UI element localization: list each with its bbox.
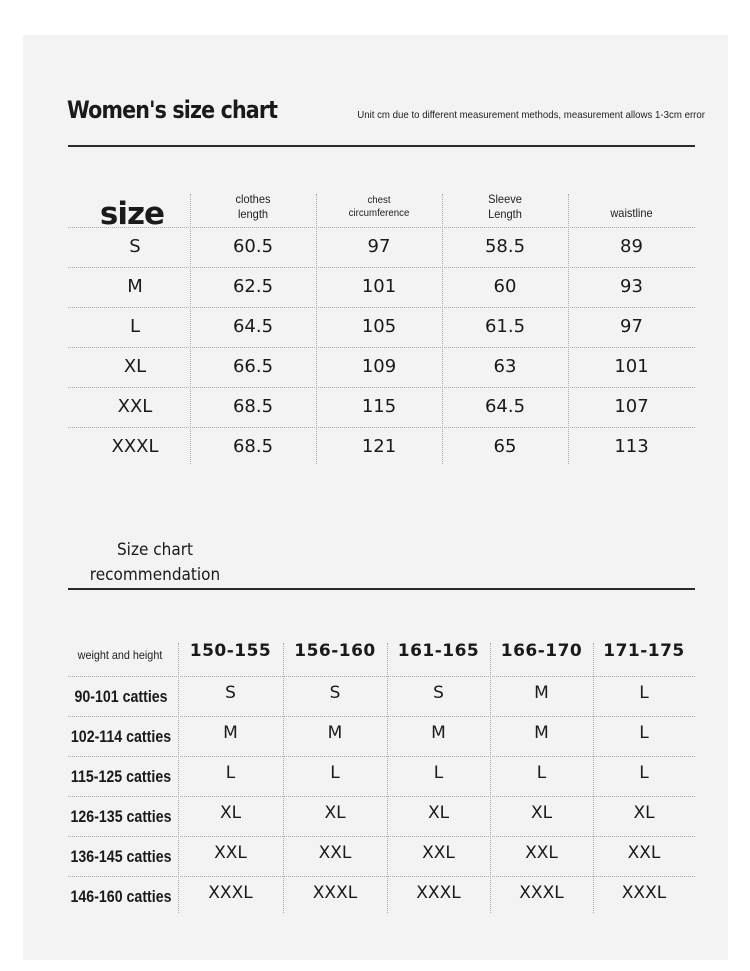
recommended-size: XL	[219, 803, 242, 824]
measurement-value: 58.5	[484, 235, 526, 257]
measurement-value: 109	[361, 355, 397, 377]
recommended-size: XXL	[627, 843, 661, 864]
measurement-value: 101	[361, 275, 397, 297]
measurement-value: 64.5	[232, 315, 274, 337]
height-range-header: 161-165	[397, 641, 480, 662]
recommended-size: S	[433, 683, 444, 704]
recommended-size: XL	[530, 803, 553, 824]
measurement-value: 93	[620, 275, 643, 297]
recommended-size: M	[534, 683, 549, 704]
measurement-value: 66.5	[232, 355, 274, 377]
measurement-value: 101	[614, 355, 649, 377]
recommended-size: L	[433, 763, 444, 784]
measurement-value: 60	[493, 275, 517, 297]
recommended-size: L	[639, 763, 649, 784]
column-header	[447, 190, 563, 224]
recommendation-title	[88, 538, 223, 588]
weight-height-header: weight and height	[77, 647, 163, 662]
recommendation-title-line-1: Size chart	[116, 540, 194, 560]
recommended-size: M	[431, 723, 446, 744]
recommended-size: XXXL	[312, 883, 358, 904]
recommended-size: XL	[324, 803, 346, 824]
weight-range-label: 90-101 catties	[74, 687, 168, 706]
recommendation-divider	[68, 588, 695, 590]
measurement-value: 61.5	[484, 315, 526, 337]
measurement-note: Unit cm due to different measurement methods, measurement allows 1-3cm error	[357, 109, 705, 121]
recommended-size: XL	[633, 803, 655, 824]
measurement-value: 64.5	[484, 395, 526, 417]
size-column-header: size	[99, 195, 165, 232]
weight-range-label: 136-145 catties	[70, 847, 172, 866]
size-label: XXL	[117, 395, 153, 417]
measurement-value: 89	[620, 235, 643, 257]
measurement-value: 63	[493, 355, 517, 377]
measurement-value: 121	[361, 435, 397, 457]
recommended-size: L	[225, 763, 236, 784]
recommended-size: M	[327, 723, 343, 744]
weight-range-label: 146-160 catties	[70, 887, 172, 906]
size-label: L	[129, 315, 141, 337]
title-divider	[68, 145, 695, 147]
measurement-value: 107	[614, 395, 649, 417]
weight-range-label: 126-135 catties	[70, 807, 172, 826]
column-header-line: waistline	[610, 205, 653, 220]
recommended-size: XXXL	[208, 883, 253, 904]
recommended-size: L	[639, 683, 649, 704]
measurement-value: 97	[620, 315, 643, 337]
column-header-line: circumference	[348, 207, 410, 219]
column-header	[573, 196, 690, 230]
recommended-size: XXL	[422, 843, 455, 864]
height-range-header: 166-170	[500, 641, 583, 662]
column-header	[321, 190, 437, 224]
recommended-size: XXL	[525, 843, 558, 864]
recommended-size: L	[330, 763, 340, 784]
height-range-header: 171-175	[603, 641, 685, 662]
recommended-size: XXL	[318, 843, 352, 864]
recommended-size: XL	[427, 803, 450, 824]
recommendation-title-line-2: recommendation	[89, 565, 221, 585]
weight-range-label: 115-125 catties	[70, 767, 172, 786]
recommended-size: M	[534, 723, 549, 744]
weight-range-label: 102-114 catties	[70, 727, 172, 746]
recommended-size: XXL	[214, 843, 247, 864]
recommended-size: L	[536, 763, 547, 784]
column-header-line: length	[237, 207, 269, 221]
recommended-size: XXXL	[519, 883, 564, 904]
size-label: M	[127, 275, 143, 297]
column-header-line: chest	[367, 193, 391, 206]
measurement-value: 68.5	[232, 435, 274, 457]
measurement-value: 60.5	[232, 235, 274, 257]
column-header-line: Length	[488, 207, 522, 221]
measurement-value: 105	[361, 315, 397, 337]
recommended-size: XXXL	[621, 883, 667, 904]
size-label: S	[129, 235, 141, 257]
column-header-line: Sleeve	[488, 192, 522, 206]
measurement-value: 115	[361, 395, 397, 417]
recommended-size: S	[329, 683, 341, 704]
measurement-value: 65	[493, 435, 517, 457]
column-header-line: clothes	[235, 192, 271, 206]
recommended-size: S	[225, 683, 236, 704]
page-title: Women's size chart	[67, 96, 278, 124]
measurement-value: 62.5	[232, 275, 274, 297]
height-range-header: 156-160	[294, 641, 376, 662]
measurement-value: 113	[614, 435, 649, 457]
recommended-size: XXXL	[416, 883, 461, 904]
measurement-value: 97	[367, 235, 391, 257]
height-range-header: 150-155	[189, 641, 272, 662]
recommended-size: L	[639, 723, 649, 744]
size-label: XL	[123, 355, 147, 377]
size-label: XXXL	[111, 435, 159, 457]
measurement-value: 68.5	[232, 395, 274, 417]
recommended-size: M	[223, 723, 238, 744]
column-header	[195, 190, 311, 224]
